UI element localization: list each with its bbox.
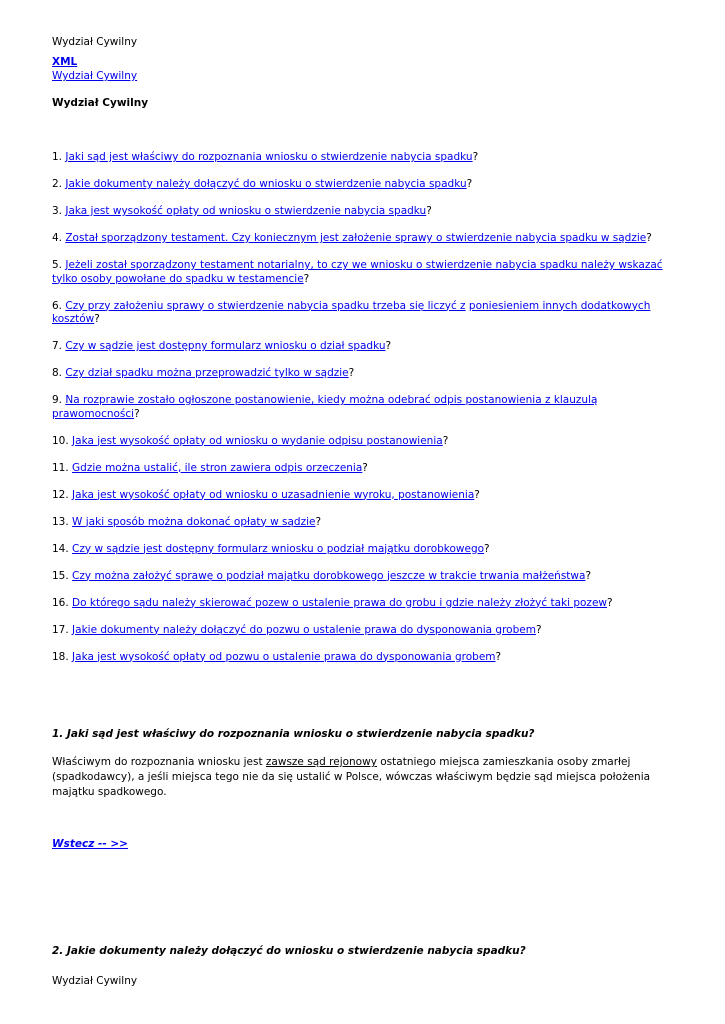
- question-number: 7.: [52, 340, 66, 352]
- question-link[interactable]: Do którego sądu należy skierować pozew o ustalenie prawa do grobu i gdzie należy złożyć taki pozew: [72, 596, 607, 609]
- question-link[interactable]: Został sporządzony testament. Czy koniecznym jest założenie sprawy o stwierdzenie nabycia spadku w sądzie: [65, 232, 647, 244]
- question-link[interactable]: Jakie dokumenty należy dołączyć do pozwu o ustalenie prawa do dysponowania grobem: [72, 623, 536, 636]
- question-number: 16.: [52, 596, 73, 609]
- breadcrumb-link[interactable]: Wydział Cywilny: [52, 70, 138, 82]
- question-list-item: [52, 597, 672, 611]
- question-mark: ?: [426, 205, 432, 217]
- question-mark: ?: [134, 407, 140, 420]
- question-mark: ?: [385, 340, 392, 352]
- question-list-item: [52, 489, 672, 503]
- answer-emphasis: zawsze sąd rejonowy: [265, 756, 377, 768]
- question-1-answer: [52, 755, 672, 800]
- answer-text: Właściwym do rozpoznania wniosku jest: [52, 756, 266, 768]
- question-number: 11.: [52, 461, 73, 474]
- question-mark: ?: [495, 650, 502, 663]
- question-list-item: [52, 340, 672, 354]
- answer-text: ostatniego miejsca zamieszkania osoby zmarłej (spadkodawcy), a jeśli miejsca tego nie da się ustalić w Polsce, wówczas właściwym będzie sąd miejsca położenia majątku spadkowego.: [52, 756, 651, 798]
- question-list-item: [52, 151, 672, 165]
- question-number: 5.: [52, 259, 66, 271]
- question-link[interactable]: poniesieniem innych dodatkowych kosztów: [52, 299, 651, 325]
- question-mark: ?: [348, 367, 355, 379]
- question-number: 14.: [52, 542, 73, 555]
- question-number: 15.: [52, 569, 73, 582]
- question-mark: ?: [585, 569, 592, 582]
- question-link[interactable]: Jaka jest wysokość opłaty od pozwu o ustalenie prawa do dysponowania grobem: [72, 650, 496, 663]
- question-number: 12.: [52, 488, 73, 501]
- question-list-item: [52, 516, 672, 530]
- question-link[interactable]: Jaka jest wysokość opłaty od wniosku o wydanie odpisu postanowienia: [72, 434, 443, 447]
- question-number: 6.: [52, 299, 66, 312]
- question-list-item: [52, 435, 672, 449]
- question-list-item: [52, 178, 672, 192]
- question-number: 8.: [52, 367, 66, 379]
- question-mark: ?: [646, 232, 652, 244]
- question-mark: ?: [315, 515, 322, 528]
- back-link[interactable]: Wstecz -- >>: [52, 838, 128, 850]
- question-mark: ?: [474, 488, 480, 501]
- question-list-item: [52, 570, 672, 584]
- question-list-item: [52, 543, 672, 557]
- question-number: 3.: [52, 205, 66, 217]
- question-mark: ?: [535, 623, 542, 636]
- question-number: 10.: [52, 434, 73, 447]
- question-2-title: 2. Jakie dokumenty należy dołączyć do wniosku o stwierdzenie nabycia spadku?: [52, 945, 526, 957]
- question-mark: ?: [466, 178, 473, 190]
- question-list-item: [52, 232, 672, 246]
- question-link[interactable]: Na rozprawie zostało ogłoszone postanowienie, kiedy można odebrać odpis postanowienia z klauzulą prawomocności: [52, 394, 598, 420]
- question-list-item: [52, 205, 672, 219]
- page-header-title: Wydział Cywilny: [52, 36, 138, 48]
- question-number: 1.: [52, 151, 66, 163]
- question-mark: ?: [362, 461, 368, 474]
- question-mark: ?: [607, 596, 613, 609]
- question-link[interactable]: Jaka jest wysokość opłaty od wniosku o uzasadnienie wyroku, postanowienia: [72, 488, 475, 501]
- question-mark: ?: [303, 272, 310, 285]
- question-list-item: [52, 394, 672, 421]
- question-link[interactable]: Jeżeli został sporządzony testament notarialny, to czy we wniosku o stwierdzenie nabycia spadku należy wskazać tylko osoby powołane do spadku w testamencie: [52, 259, 663, 285]
- question-list-item: [52, 651, 672, 665]
- question-mark: ?: [94, 313, 100, 325]
- question-link[interactable]: W jaki sposób można dokonać opłaty w sądzie: [72, 515, 316, 528]
- question-list: [52, 151, 672, 678]
- question-link[interactable]: Jaki sąd jest właściwy do rozpoznania wniosku o stwierdzenie nabycia spadku: [65, 151, 473, 163]
- question-link[interactable]: Czy w sądzie jest dostępny formularz wniosku o podział majątku dorobkowego: [72, 542, 485, 555]
- question-link[interactable]: Czy można założyć sprawę o podział majątku dorobkowego jeszcze w trakcie trwania małżeństwa: [72, 569, 586, 582]
- question-number: 4.: [52, 232, 66, 244]
- page-footer-title: Wydział Cywilny: [52, 975, 138, 987]
- question-list-item: [52, 624, 672, 638]
- question-link[interactable]: Czy dział spadku można przeprowadzić tylko w sądzie: [65, 367, 349, 379]
- question-number: 9.: [52, 394, 66, 406]
- section-title: Wydział Cywilny: [52, 97, 149, 109]
- question-link[interactable]: Czy przy założeniu sprawy o stwierdzenie nabycia spadku trzeba się liczyć z: [65, 299, 466, 312]
- question-mark: ?: [484, 542, 490, 555]
- question-link[interactable]: Jaka jest wysokość opłaty od wniosku o stwierdzenie nabycia spadku: [65, 205, 427, 217]
- question-list-item: [52, 462, 672, 476]
- question-mark: ?: [442, 434, 449, 447]
- question-list-item: [52, 300, 672, 327]
- question-number: 18.: [52, 650, 73, 663]
- question-number: 13.: [52, 515, 73, 528]
- question-link[interactable]: Jakie dokumenty należy dołączyć do wniosku o stwierdzenie nabycia spadku: [65, 178, 467, 190]
- question-link[interactable]: Gdzie można ustalić, ile stron zawiera odpis orzeczenia: [72, 461, 363, 474]
- question-link[interactable]: Czy w sądzie jest dostępny formularz wniosku o dział spadku: [65, 340, 386, 352]
- question-mark: ?: [472, 151, 479, 163]
- question-list-item: [52, 367, 672, 381]
- question-1-title: 1. Jaki sąd jest właściwy do rozpoznania wniosku o stwierdzenie nabycia spadku?: [52, 728, 535, 740]
- question-list-item: [52, 259, 672, 286]
- question-number: 2.: [52, 178, 66, 190]
- xml-link[interactable]: XML: [52, 56, 78, 68]
- question-number: 17.: [52, 623, 73, 636]
